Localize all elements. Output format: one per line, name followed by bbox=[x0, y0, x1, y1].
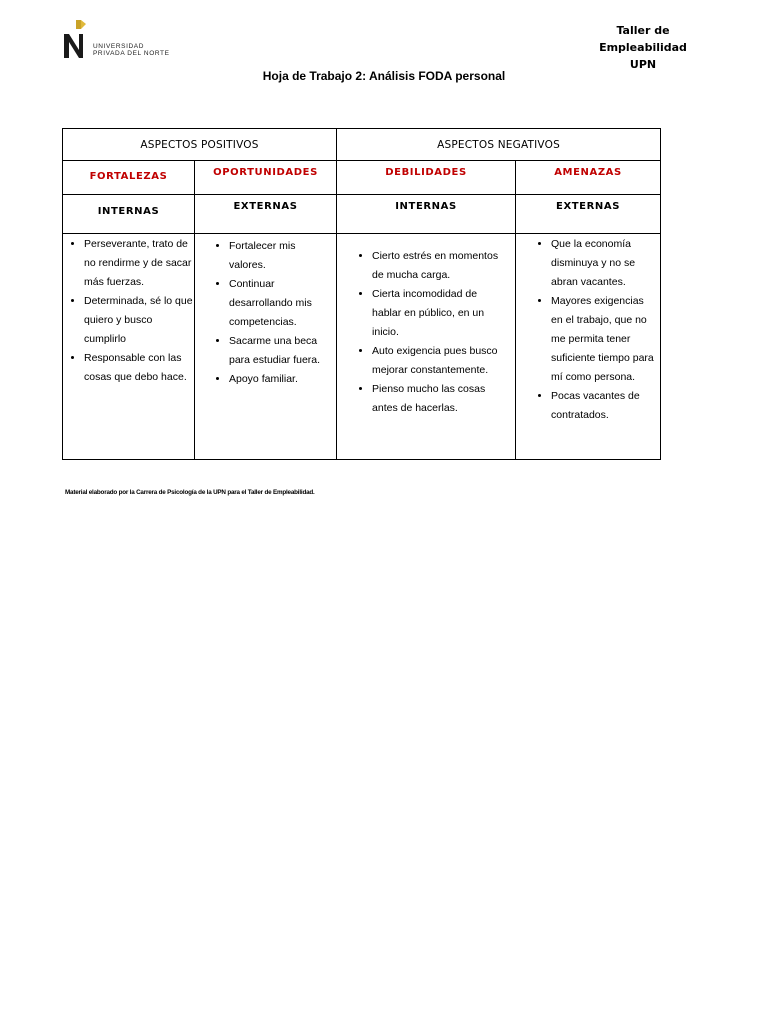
course-name: Taller de Empleabilidad bbox=[599, 24, 687, 54]
list-item: • Pocas vacantes de contratados. bbox=[551, 387, 656, 425]
list-item: • Continuar desarrollando mis competencias. bbox=[229, 275, 332, 332]
debilidades-list bbox=[337, 247, 515, 418]
category-amenazas: AMENAZAS bbox=[554, 167, 622, 178]
institution-name: UPN bbox=[629, 58, 657, 71]
amenazas-cell bbox=[516, 234, 661, 460]
negative-aspects-header: ASPECTOS NEGATIVOS bbox=[337, 129, 661, 161]
list-item: • Sacarme una beca para estudiar fuera. bbox=[229, 332, 332, 370]
scope-row bbox=[63, 195, 661, 234]
list-item: • Fortalecer mis valores. bbox=[229, 237, 332, 275]
logo-line-2: PRIVADA DEL NORTE bbox=[93, 50, 170, 57]
list-item: • Auto exigencia pues busco mejorar constantemente. bbox=[372, 342, 507, 380]
list-item: • Cierto estrés en momentos de mucha carga. bbox=[372, 247, 507, 285]
category-oportunidades: OPORTUNIDADES bbox=[213, 167, 318, 178]
category-cell bbox=[516, 161, 661, 195]
scope-label: INTERNAS bbox=[395, 201, 457, 212]
logo-line-1: UNIVERSIDAD bbox=[93, 43, 145, 50]
amenazas-list bbox=[516, 235, 660, 425]
oportunidades-list bbox=[195, 237, 336, 389]
university-logo bbox=[60, 20, 200, 62]
category-debilidades: DEBILIDADES bbox=[385, 167, 467, 178]
scope-label: EXTERNAS bbox=[233, 201, 298, 212]
scope-label: INTERNAS bbox=[97, 206, 160, 217]
list-item: • Determinada, sé lo que quiero y busco cumplirlo bbox=[84, 292, 194, 349]
category-cell bbox=[195, 161, 337, 195]
scope-cell bbox=[337, 195, 516, 234]
list-item: • Responsable con las cosas que debo hace. bbox=[84, 349, 194, 387]
foda-table bbox=[62, 128, 661, 460]
list-item: • Pienso mucho las cosas antes de hacerlas. bbox=[372, 380, 507, 418]
page-title: Hoja de Trabajo 2: Análisis FODA personal bbox=[262, 69, 506, 83]
scope-label: EXTERNAS bbox=[556, 201, 621, 212]
list-item: • Apoyo familiar. bbox=[229, 370, 332, 389]
aspects-header-row bbox=[63, 129, 661, 161]
footnote: Material elaborado por la Carrera de Psicología de la UPN para el Taller de Empleabilidad. bbox=[65, 489, 315, 496]
upn-logo-icon bbox=[62, 20, 88, 60]
list-item: • Perseverante, trato de no rendirme y de sacar más fuerzas. bbox=[84, 235, 194, 292]
scope-cell bbox=[516, 195, 661, 234]
fortalezas-cell bbox=[63, 234, 195, 460]
header-info bbox=[573, 22, 713, 73]
list-item: • Que la economía disminuya y no se abran vacantes. bbox=[551, 235, 656, 292]
category-row bbox=[63, 161, 661, 195]
oportunidades-cell bbox=[195, 234, 337, 460]
category-cell bbox=[337, 161, 516, 195]
positive-aspects-header: ASPECTOS POSITIVOS bbox=[63, 129, 337, 161]
content-row bbox=[63, 234, 661, 460]
category-cell bbox=[63, 161, 195, 195]
scope-cell bbox=[195, 195, 337, 234]
list-item: • Cierta incomodidad de hablar en público, en un inicio. bbox=[372, 285, 507, 342]
logo-wordmark bbox=[93, 43, 170, 57]
scope-cell bbox=[63, 195, 195, 234]
debilidades-cell bbox=[337, 234, 516, 460]
list-item: • Mayores exigencias en el trabajo, que no me permita tener suficiente tiempo para mí como persona. bbox=[551, 292, 656, 387]
fortalezas-list bbox=[63, 235, 194, 387]
category-fortalezas: FORTALEZAS bbox=[89, 171, 168, 182]
